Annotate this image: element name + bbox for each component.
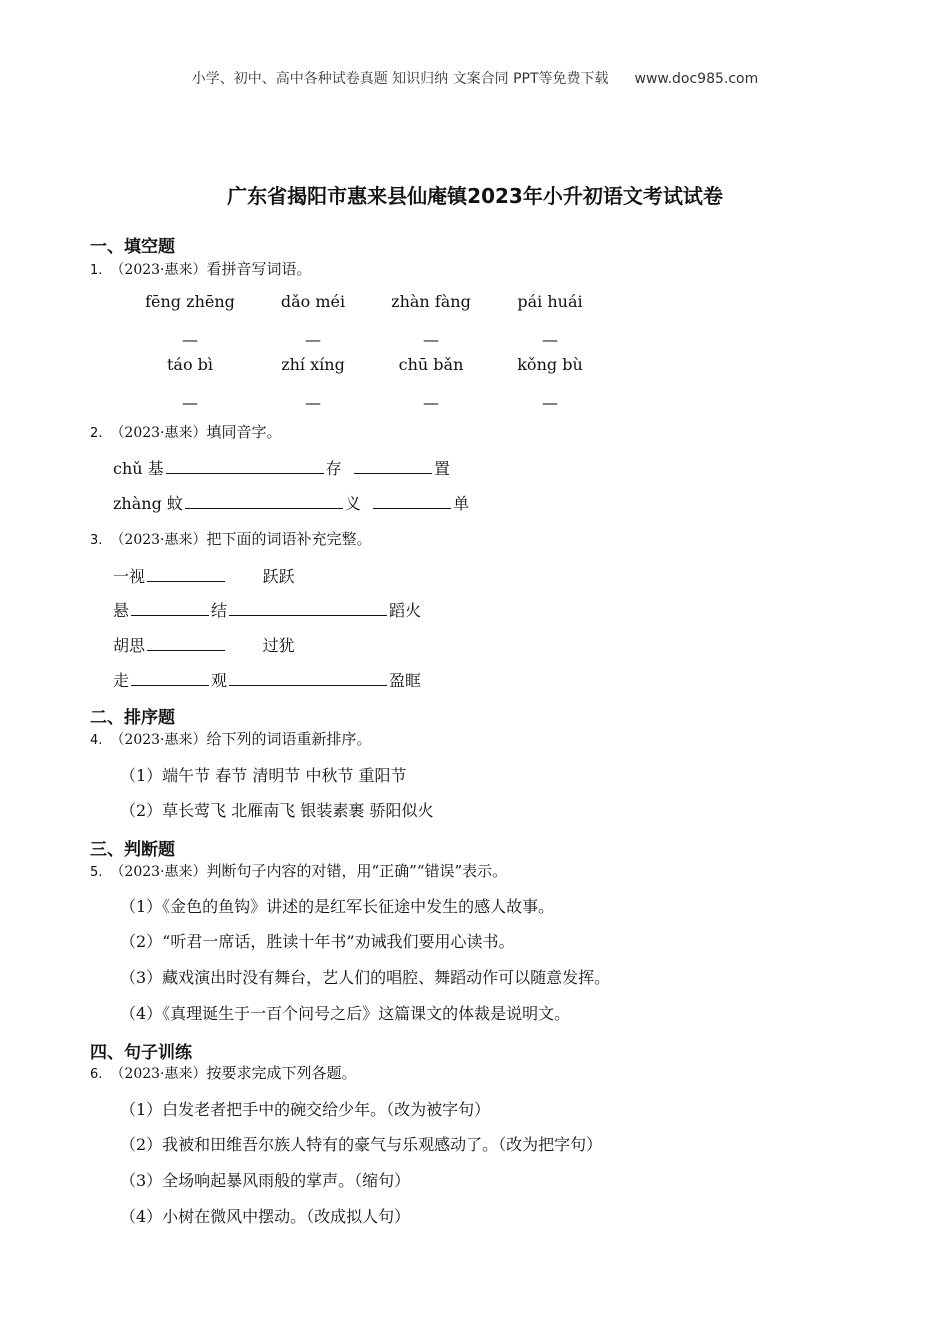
- answer-blank[interactable]: [166, 472, 324, 474]
- question-4: [90, 728, 372, 749]
- question-text: 把下面的词语补充完整。: [206, 530, 372, 548]
- question-text: 看拼音写词语。: [206, 260, 312, 278]
- question-source: （2023·惠来）: [110, 425, 207, 441]
- idiom-row: [113, 633, 295, 656]
- pinyin-item: chū bǎn: [398, 355, 464, 374]
- list-item: （4）《真理诞生于一百个问号之后》这篇课文的体裁是说明文。: [120, 1004, 571, 1023]
- question-number: 2.: [90, 426, 103, 441]
- list-item: （2）“听君一席话，胜读十年书”劝诫我们要用心读书。: [120, 932, 515, 951]
- question-number: 3.: [90, 533, 103, 548]
- answer-dash[interactable]: —: [542, 330, 558, 349]
- row-word: 义: [344, 494, 361, 513]
- row-word: 单: [453, 494, 470, 513]
- answer-dash[interactable]: —: [423, 393, 439, 412]
- answer-dash[interactable]: —: [182, 330, 198, 349]
- list-item: （4）小树在微风中摆动。（改成拟人句）: [120, 1207, 411, 1226]
- answer-blank[interactable]: [373, 507, 451, 509]
- idiom-part: 结: [211, 601, 228, 620]
- question-number: 6.: [90, 1067, 103, 1082]
- question-text: 给下列的词语重新排序。: [206, 730, 372, 748]
- question-2: [90, 421, 282, 442]
- question-number: 4.: [90, 733, 103, 748]
- pinyin-item: kǒng bù: [517, 355, 583, 374]
- question-text: 判断句子内容的对错，用“正确”“错误”表示。: [206, 862, 508, 880]
- section-heading-judgment: 三、判断题: [90, 840, 175, 860]
- section-heading-fill-blank: 一、填空题: [90, 237, 175, 257]
- homophone-row: [113, 456, 450, 479]
- answer-blank[interactable]: [354, 472, 432, 474]
- list-item: （1）白发老者把手中的碗交给少年。（改为被字句）: [120, 1100, 491, 1119]
- question-source: （2023·惠来）: [110, 532, 207, 548]
- page-header: [0, 68, 950, 88]
- idiom-part: 悬: [113, 601, 130, 620]
- answer-blank[interactable]: [147, 580, 225, 582]
- row-word: 置: [433, 459, 450, 478]
- answer-blank[interactable]: [229, 684, 387, 686]
- idiom-row: [113, 598, 421, 621]
- answer-dash[interactable]: —: [542, 393, 558, 412]
- pinyin-item: táo bì: [166, 355, 214, 374]
- pinyin-item: zhí xíng: [281, 355, 345, 374]
- list-item: （1）端午节 春节 清明节 中秋节 重阳节: [120, 766, 407, 785]
- question-5: [90, 860, 507, 881]
- list-item: （2）草长莺飞 北雁南飞 银装素裹 骄阳似火: [120, 801, 434, 820]
- idiom-part: 走: [113, 671, 130, 690]
- pinyin-item: zhàn fàng: [391, 292, 471, 311]
- pinyin-item: dǎo méi: [280, 292, 346, 311]
- answer-dash[interactable]: —: [305, 393, 321, 412]
- idiom-part: 一视: [113, 567, 146, 586]
- idiom-row: [113, 668, 421, 691]
- header-text: 小学、初中、高中各种试卷真题 知识归纳 文案合同 PPT等免费下载: [191, 71, 609, 87]
- idiom-part: 跃跃: [262, 567, 295, 586]
- question-6: [90, 1062, 357, 1083]
- question-number: 5.: [90, 865, 103, 880]
- idiom-part: 过犹: [262, 636, 295, 655]
- section-heading-ordering: 二、排序题: [90, 708, 175, 728]
- section-heading-sentences: 四、句子训练: [90, 1043, 192, 1063]
- idiom-part: 胡思: [113, 636, 146, 655]
- header-site-link[interactable]: www.doc985.com: [634, 71, 759, 87]
- page-title: 广东省揭阳市惠来县仙庵镇2023年小升初语文考试试卷: [227, 184, 723, 208]
- pinyin-item: pái huái: [517, 292, 583, 311]
- question-3: [90, 528, 372, 549]
- homophone-row: [113, 491, 469, 514]
- answer-blank[interactable]: [131, 614, 209, 616]
- idiom-part: 盈眶: [389, 671, 422, 690]
- idiom-part: 观: [211, 671, 228, 690]
- question-number: 1.: [90, 263, 103, 278]
- answer-blank[interactable]: [147, 649, 225, 651]
- question-1: [90, 258, 312, 279]
- question-source: （2023·惠来）: [110, 1066, 207, 1082]
- row-lead: chǔ 基: [113, 459, 164, 478]
- answer-blank[interactable]: [185, 507, 343, 509]
- idiom-part: 蹈火: [389, 601, 422, 620]
- answer-dash[interactable]: —: [423, 330, 439, 349]
- list-item: （2）我被和田维吾尔族人特有的豪气与乐观感动了。（改为把字句）: [120, 1135, 603, 1154]
- question-text: 按要求完成下列各题。: [206, 1064, 357, 1082]
- answer-blank[interactable]: [131, 684, 209, 686]
- pinyin-item: fēng zhēng: [145, 292, 235, 311]
- question-source: （2023·惠来）: [110, 732, 207, 748]
- list-item: （1）《金色的鱼钩》讲述的是红军长征途中发生的感人故事。: [120, 897, 555, 916]
- list-item: （3）藏戏演出时没有舞台，艺人们的唱腔、舞蹈动作可以随意发挥。: [120, 968, 611, 987]
- question-text: 填同音字。: [206, 423, 282, 441]
- idiom-row: [113, 564, 295, 587]
- row-lead: zhàng 蚊: [113, 494, 183, 513]
- answer-blank[interactable]: [229, 614, 387, 616]
- answer-dash[interactable]: —: [182, 393, 198, 412]
- row-word: 存: [325, 459, 342, 478]
- list-item: （3）全场响起暴风雨般的掌声。（缩句）: [120, 1171, 411, 1190]
- answer-dash[interactable]: —: [305, 330, 321, 349]
- question-source: （2023·惠来）: [110, 262, 207, 278]
- question-source: （2023·惠来）: [110, 864, 207, 880]
